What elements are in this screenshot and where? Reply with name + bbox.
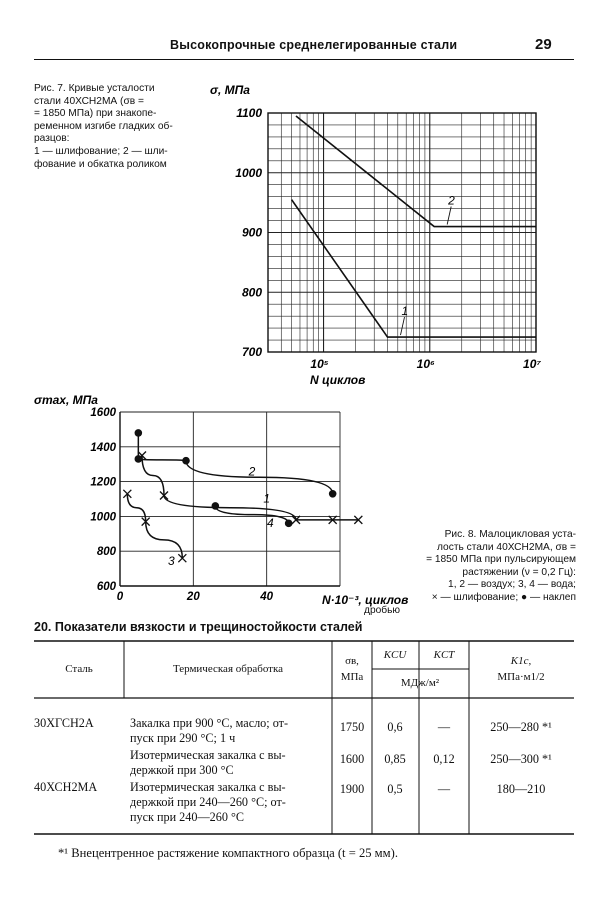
- row2-kct: 0,12: [433, 752, 455, 766]
- table-footnote: *¹ Внецентренное растяжение компактного образца (t = 25 мм).: [58, 846, 398, 860]
- figure7-x-axis-label: N циклов: [310, 373, 366, 387]
- figure8-caption: [364, 529, 576, 617]
- header-steel: Сталь: [65, 663, 93, 675]
- row1-kct: —: [437, 720, 451, 734]
- page-number: 29: [535, 36, 552, 53]
- figure8-y-tick-label: 1400: [90, 441, 116, 454]
- figure7-caption-line: разцов:: [34, 133, 70, 145]
- figure8-y-tick-label: 1000: [90, 511, 116, 524]
- row2-treatment-line: держкой при 300 °С: [130, 763, 234, 777]
- figure7-x-tick-label: 10⁶: [416, 357, 435, 371]
- row3-treatment-line: пуск при 240—260 °С: [130, 810, 244, 824]
- figure7-series-2-label: 2: [448, 193, 455, 208]
- figure8-caption-line: = 1850 МПа при пульсирующем: [426, 554, 576, 566]
- figure7-y-tick-label: 900: [241, 225, 262, 240]
- header-rule: [34, 59, 574, 60]
- figure8-caption-line: дробью: [364, 604, 401, 616]
- table-title: 20. Показатели вязкости и трещиностойкости сталей: [34, 620, 363, 634]
- figure7-series-1-label: 1: [401, 304, 409, 319]
- header-k1c: K1c,: [510, 655, 532, 667]
- figure8-y-tick-label: 600: [96, 581, 116, 593]
- figure7-caption: [34, 83, 202, 171]
- figure7-x-tick-label: 10⁷: [523, 357, 541, 371]
- figure8-x-tick-label: 0: [116, 591, 124, 603]
- figure8-x-tick-label: 20: [186, 591, 200, 603]
- running-header: Высокопрочные среднелегированные стали: [170, 38, 458, 52]
- row3-k1c: 180—210: [496, 782, 546, 796]
- row1-steel: 30ХГСН2А: [34, 716, 94, 730]
- header-kct: KCT: [433, 649, 455, 661]
- header-sigma-unit: МПа: [340, 671, 364, 683]
- figure7-caption-line: Рис. 7. Кривые усталости: [34, 83, 155, 94]
- row1-k1c: 250—280 *¹: [490, 720, 552, 734]
- figure7-series-2-line: [296, 116, 536, 227]
- row1-treatment-line: пуск при 290 °С; 1 ч: [130, 731, 236, 745]
- header-treatment: Термическая обработка: [172, 663, 284, 675]
- figure7-x-tick-label: 10⁵: [310, 357, 329, 371]
- row2-kcu: 0,85: [384, 752, 406, 766]
- figure7-y-axis-label: σ, МПа: [210, 83, 250, 97]
- row3-treatment-line: держкой при 240—260 °С; от-: [130, 795, 286, 809]
- figure7-y-tick-label: 700: [241, 345, 262, 359]
- figure8-series-2-curve: [138, 433, 332, 494]
- figure7-caption-line: 1 — шлифование; 2 — шли-: [34, 145, 168, 157]
- figure7-y-tick-label: 1100: [236, 106, 262, 120]
- figure8-caption-line: × — шлифование; ● — наклеп: [431, 591, 576, 603]
- figure8-dot-marker: [212, 502, 220, 510]
- row3-sigma: 1900: [339, 782, 365, 796]
- figure7-caption-line: стали 40ХСН2МА (σв =: [34, 95, 144, 107]
- table-rules: [34, 638, 574, 836]
- figure8-caption-line: растяжении (ν = 0,2 Гц):: [462, 566, 576, 578]
- figure8-series-3-label: 3: [167, 554, 175, 569]
- row1-kcu: 0,6: [387, 720, 403, 734]
- figure8-y-axis-label: σmax, МПа: [34, 393, 98, 407]
- figure7-caption-line: ременном изгибе гладких об-: [34, 120, 173, 132]
- row2-k1c: 250—300 *¹: [490, 752, 552, 766]
- figure8-series-2-label: 2: [248, 464, 256, 479]
- figure7-y-tick-label: 800: [241, 285, 262, 300]
- figure8-caption-line: Рис. 8. Малоцикловая уста-: [444, 529, 576, 540]
- row3-kcu: 0,5: [387, 782, 403, 796]
- header-sigma: σв,: [345, 655, 359, 667]
- figure7-fatigue-chart: [200, 80, 590, 395]
- row2-sigma: 1600: [339, 752, 365, 766]
- figure8-caption-line: лость стали 40ХСН2МА, σв =: [437, 541, 576, 553]
- toughness-table: [34, 638, 574, 836]
- figure7-series-1-leader: [400, 317, 404, 335]
- row3-steel: 40ХСН2МА: [34, 780, 98, 794]
- row2-treatment-line: Изотермическая закалка с вы-: [130, 748, 286, 762]
- figure8-y-tick-label: 1600: [90, 407, 116, 419]
- figure8-y-tick-label: 800: [96, 546, 116, 559]
- header-k1c-unit: МПа·м1/2: [497, 671, 545, 683]
- row3-treatment-line: Изотермическая закалка с вы-: [130, 780, 286, 794]
- figure8-dot-marker: [182, 457, 190, 465]
- row1-treatment-line: Закалка при 900 °С, масло; от-: [130, 716, 289, 730]
- figure8-dot-marker: [329, 490, 337, 498]
- figure8-series-4-label: 4: [266, 515, 274, 530]
- figure8-x-axis-label: N·10⁻³, циклов: [322, 593, 409, 607]
- header-kcu: KCU: [383, 649, 407, 661]
- row3-kct: —: [437, 782, 451, 796]
- figure8-caption-line: 1, 2 — воздух; 3, 4 — вода;: [448, 579, 576, 591]
- figure7-caption-line: фование и обкатка роликом: [34, 158, 167, 170]
- figure8-series-1-label: 1: [263, 491, 271, 506]
- row1-sigma: 1750: [339, 720, 365, 734]
- figure8-dot-marker: [285, 520, 293, 528]
- header-kcu-kct-unit: МДж/м²: [400, 677, 440, 689]
- figure7-caption-line: = 1850 МПа) при знакопе-: [34, 108, 157, 120]
- figure8-dot-marker: [135, 429, 143, 437]
- figure7-series-2-leader: [447, 207, 451, 225]
- figure8-x-tick-label: 40: [260, 591, 274, 603]
- figure7-y-tick-label: 1000: [235, 165, 262, 180]
- figure8-y-tick-label: 1200: [90, 476, 116, 489]
